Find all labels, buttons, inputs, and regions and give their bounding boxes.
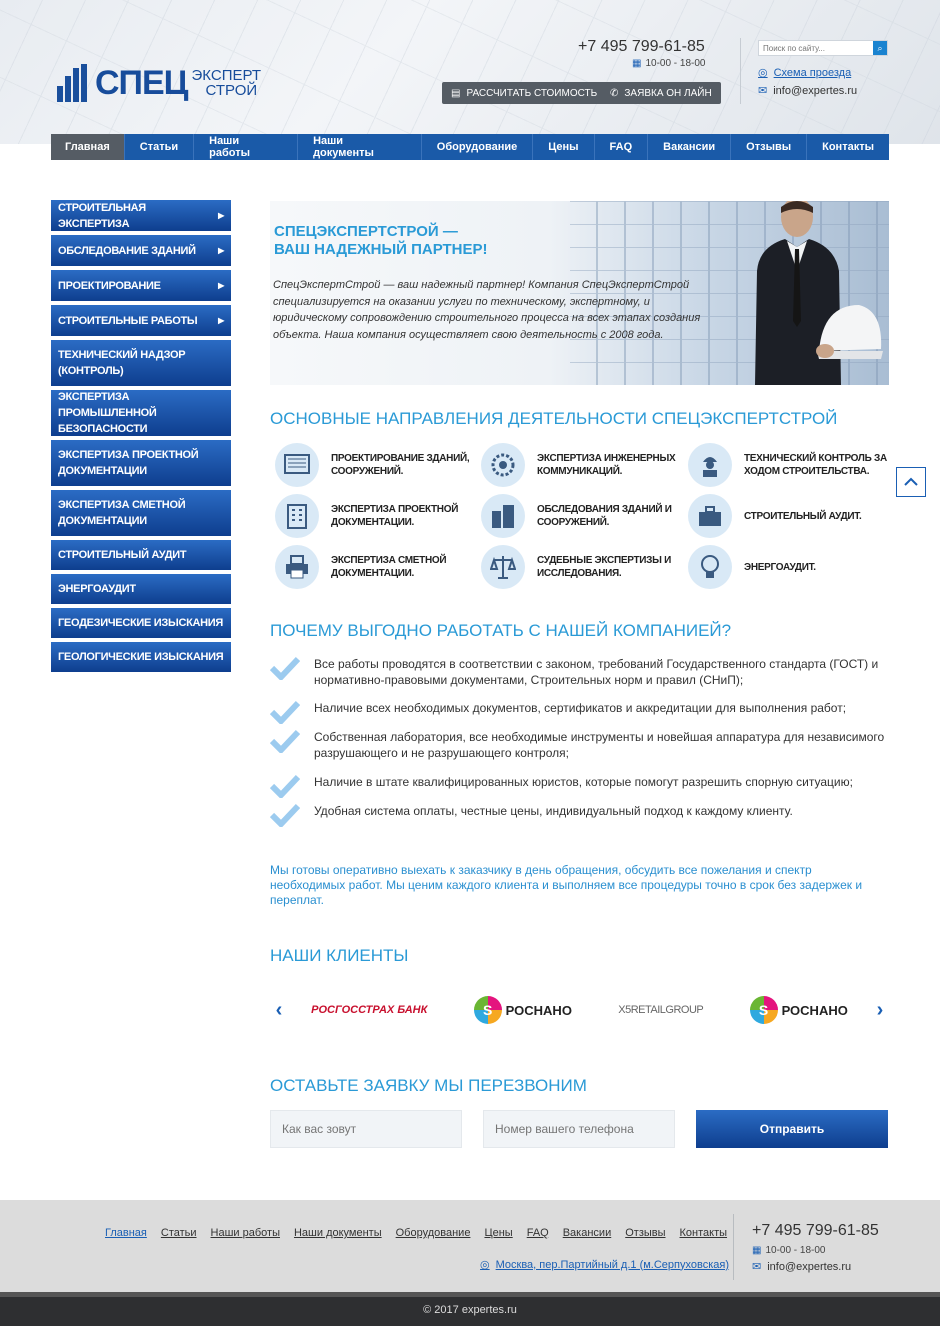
toolbox-icon xyxy=(688,494,732,538)
direction-item[interactable]: ОБСЛЕДОВАНИЯ ЗДАНИЙ И СООРУЖЕНИЙ. xyxy=(481,494,681,538)
lightbulb-icon xyxy=(688,545,732,589)
footer-phone[interactable]: +7 495 799-61-85 xyxy=(752,1222,879,1239)
header-email[interactable]: ✉ info@expertes.ru xyxy=(758,84,858,97)
nav-prices[interactable]: Цены xyxy=(533,134,594,160)
sidebar-item-geological-surveys[interactable]: ГЕОЛОГИЧЕСКИЕ ИЗЫСКАНИЯ xyxy=(51,642,231,672)
sidebar-item-estimate-documentation[interactable]: ЭКСПЕРТИЗА СМЕТНОЙ ДОКУМЕНТАЦИИ xyxy=(51,490,231,536)
footer-nav-vacancies[interactable]: Вакансии xyxy=(562,1227,612,1239)
sidebar-item-building-inspection[interactable]: ОБСЛЕДОВАНИЕ ЗДАНИЙ ▶ xyxy=(51,235,231,266)
hero-text: СпецЭкспертСтрой — ваш надежный партнер! Компания СпецЭкспертСтрой специализируется на оказании услуги по техническому, экспертному, и юридическому сопровождению строительного процесса на всех этапах создания объекта. Наша компания осуществляет свою деятельность с 2008 года. xyxy=(273,279,701,341)
search-icon[interactable]: ⌕ xyxy=(873,41,887,55)
rosnano-logo-icon: S xyxy=(474,996,502,1024)
hero-banner xyxy=(270,201,889,385)
search-input[interactable] xyxy=(759,41,873,55)
nav-articles[interactable]: Статьи xyxy=(125,134,194,160)
footer-nav-contacts[interactable]: Контакты xyxy=(679,1227,728,1239)
benefit-item: Собственная лаборатория, все необходимые инструменты и новейшая аппаратура для независимого разрушающего и не разрушающего контроля; xyxy=(270,729,890,761)
directions-title: ОСНОВНЫЕ НАПРАВЛЕНИЯ ДЕЯТЕЛЬНОСТИ СПЕЦЭКСПЕРТСТРОЙ xyxy=(270,409,838,428)
footer-nav-prices[interactable]: Цены xyxy=(484,1227,513,1239)
checkmark-icon xyxy=(270,700,314,729)
sidebar-item-project-documentation[interactable]: ЭКСПЕРТИЗА ПРОЕКТНОЙ ДОКУМЕНТАЦИИ xyxy=(51,440,231,486)
chevron-right-icon: ▶ xyxy=(218,315,224,325)
printer-icon xyxy=(275,545,319,589)
chevron-left-icon[interactable]: ‹ xyxy=(275,998,283,1021)
benefit-item: Наличие в штате квалифицированных юристов, которые помогут разрешить спорную ситуацию; xyxy=(270,774,890,803)
direction-item[interactable]: СТРОИТЕЛЬНЫЙ АУДИТ. xyxy=(688,494,888,538)
checkmark-icon xyxy=(270,729,314,761)
clients-carousel xyxy=(270,990,889,1030)
direction-item[interactable]: ЭКСПЕРТИЗА СМЕТНОЙ ДОКУМЕНТАЦИИ. xyxy=(275,545,475,589)
chevron-right-icon: ▶ xyxy=(218,280,224,290)
phone-icon: ✆ xyxy=(610,87,619,99)
services-sidebar xyxy=(51,200,231,676)
callback-form xyxy=(270,1110,889,1148)
chevron-right-icon: ▶ xyxy=(218,210,224,220)
footer-nav-equipment[interactable]: Оборудование xyxy=(395,1227,471,1239)
sidebar-item-industrial-safety[interactable]: ЭКСПЕРТИЗА ПРОМЫШЛЕННОЙ БЕЗОПАСНОСТИ xyxy=(51,390,231,436)
location-pin-icon: ◎ xyxy=(758,67,768,79)
site-header xyxy=(0,0,940,144)
search-box xyxy=(758,40,888,56)
phone-input[interactable] xyxy=(483,1110,675,1148)
calendar-icon: ▦ xyxy=(752,1245,762,1256)
site-footer xyxy=(0,1200,940,1292)
copyright-bar xyxy=(0,1292,940,1326)
site-logo[interactable] xyxy=(57,64,261,102)
scroll-to-top-button[interactable] xyxy=(896,467,926,497)
direction-item[interactable]: ЭНЕРГОАУДИТ. xyxy=(688,545,888,589)
direction-item[interactable]: ЭКСПЕРТИЗА ПРОЕКТНОЙ ДОКУМЕНТАЦИИ. xyxy=(275,494,475,538)
nav-faq[interactable]: FAQ xyxy=(595,134,649,160)
footer-nav-our-works[interactable]: Наши работы xyxy=(210,1227,280,1239)
checkmark-icon xyxy=(270,774,314,803)
client-logo-x5[interactable]: X5RETAILGROUP xyxy=(618,1004,704,1016)
chevron-up-icon xyxy=(904,477,918,487)
header-divider xyxy=(740,38,741,104)
mail-icon: ✉ xyxy=(758,85,768,97)
sidebar-item-construction-expertise[interactable]: СТРОИТЕЛЬНАЯ ЭКСПЕРТИЗА ▶ xyxy=(51,200,231,231)
businessman-image xyxy=(735,201,885,385)
mail-icon: ✉ xyxy=(752,1261,762,1273)
footer-nav-our-documents[interactable]: Наши документы xyxy=(293,1227,382,1239)
name-input[interactable] xyxy=(270,1110,462,1148)
footer-nav-articles[interactable]: Статьи xyxy=(160,1227,197,1239)
sidebar-item-technical-supervision[interactable]: ТЕХНИЧЕСКИЙ НАДЗОР (КОНТРОЛЬ) xyxy=(51,340,231,386)
sidebar-item-construction-audit[interactable]: СТРОИТЕЛЬНЫЙ АУДИТ xyxy=(51,540,231,570)
direction-item[interactable]: СУДЕБНЫЕ ЭКСПЕРТИЗЫ И ИССЛЕДОВАНИЯ. xyxy=(481,545,681,589)
footer-hours: ▦ 10-00 - 18-00 xyxy=(752,1245,826,1256)
calc-cost-button[interactable]: ▤ РАССЧИТАТЬ СТОИМОСТЬ xyxy=(442,82,606,104)
direction-item[interactable]: ПРОЕКТИРОВАНИЕ ЗДАНИЙ, СООРУЖЕНИЙ. xyxy=(275,443,475,487)
rosnano-logo-icon: S xyxy=(750,996,778,1024)
footer-nav-home[interactable]: Главная xyxy=(105,1227,147,1239)
client-logo-rosnano[interactable]: S РОСНАНО xyxy=(750,996,848,1024)
logo-sub-text: ЭКСПЕРТ СТРОЙ xyxy=(191,67,261,99)
footer-email[interactable]: ✉ info@expertes.ru xyxy=(752,1260,852,1273)
header-phone[interactable]: +7 495 799-61-85 xyxy=(578,38,705,55)
nav-home[interactable]: Главная xyxy=(51,134,125,160)
calculator-icon: ▤ xyxy=(451,87,461,99)
benefit-item: Наличие всех необходимых документов, сертификатов и аккредитации для выполнения работ; xyxy=(270,700,890,729)
calendar-icon: ▦ xyxy=(632,58,642,69)
online-request-button[interactable]: ✆ ЗАЯВКА ОН ЛАЙН xyxy=(601,82,721,104)
scales-icon xyxy=(481,545,525,589)
map-link[interactable]: ◎ Схема проезда xyxy=(758,66,852,79)
nav-contacts[interactable]: Контакты xyxy=(822,141,874,153)
nav-equipment[interactable]: Оборудование xyxy=(422,134,533,160)
main-navigation xyxy=(51,134,889,160)
gear-icon xyxy=(481,443,525,487)
callback-title: ОСТАВЬТЕ ЗАЯВКУ МЫ ПЕРЕЗВОНИМ xyxy=(270,1076,587,1095)
direction-item[interactable]: ЭКСПЕРТИЗА ИНЖЕНЕРНЫХ КОММУНИКАЦИЙ. xyxy=(481,443,681,487)
direction-item[interactable]: ТЕХНИЧЕСКИЙ КОНТРОЛЬ ЗА ХОДОМ СТРОИТЕЛЬСТВА. xyxy=(688,443,888,487)
footer-address[interactable]: ◎ Москва, пер.Партийный д.1 (м.Серпуховская) xyxy=(480,1258,730,1271)
client-logo-rosgosstrakh[interactable]: РОСГОССТРАХ БАНК xyxy=(311,1004,428,1016)
blueprint-icon xyxy=(275,443,319,487)
checkmark-icon xyxy=(270,656,314,688)
footer-navigation xyxy=(105,1227,727,1239)
building-icon xyxy=(275,494,319,538)
sidebar-item-construction-works[interactable]: СТРОИТЕЛЬНЫЕ РАБОТЫ ▶ xyxy=(51,305,231,336)
checkmark-icon xyxy=(270,803,314,832)
hero-title: СПЕЦЭКСПЕРТСТРОЙ — ВАШ НАДЕЖНЫЙ ПАРТНЕР! xyxy=(274,223,488,258)
client-logo-rosnano[interactable]: S РОСНАНО xyxy=(474,996,572,1024)
chevron-right-icon[interactable]: › xyxy=(876,998,884,1021)
footer-divider xyxy=(733,1214,734,1280)
benefits-title: ПОЧЕМУ ВЫГОДНО РАБОТАТЬ С НАШЕЙ КОМПАНИЕЙ? xyxy=(270,621,732,640)
sidebar-item-energy-audit[interactable]: ЭНЕРГОАУДИТ xyxy=(51,574,231,604)
chevron-right-icon: ▶ xyxy=(218,245,224,255)
nav-reviews[interactable]: Отзывы xyxy=(731,134,807,160)
nav-vacancies[interactable]: Вакансии xyxy=(648,134,731,160)
benefit-item: Все работы проводятся в соответствии с законом, требований Государственного стандарта (ГОСТ) и нормативно-правовыми документами, Строительных норм и правил (СНиП); xyxy=(270,656,890,688)
sidebar-item-design[interactable]: ПРОЕКТИРОВАНИЕ ▶ xyxy=(51,270,231,301)
nav-our-works[interactable]: Наши работы xyxy=(194,134,298,160)
clients-title: НАШИ КЛИЕНТЫ xyxy=(270,946,409,965)
footer-nav-faq[interactable]: FAQ xyxy=(526,1227,549,1239)
ready-text: Мы готовы оперативно выехать к заказчику в день обращения, обсудить все пожелания и спектр необходимых работ. Мы ценим каждого клиента и выполняем все процедуры точно в срок без задержек и переплат. xyxy=(270,863,863,907)
benefit-item: Удобная система оплаты, честные цены, индивидуальный подход к каждому клиенту. xyxy=(270,803,890,832)
worker-icon xyxy=(688,443,732,487)
sidebar-item-geodetic-surveys[interactable]: ГЕОДЕЗИЧЕСКИЕ ИЗЫСКАНИЯ xyxy=(51,608,231,638)
logo-buildings-icon xyxy=(57,64,93,102)
submit-button[interactable]: Отправить xyxy=(696,1110,888,1148)
buildings-icon xyxy=(481,494,525,538)
header-hours: ▦ 10-00 - 18-00 xyxy=(632,58,706,69)
logo-main-text: СПЕЦ xyxy=(95,64,188,102)
footer-nav-reviews[interactable]: Отзывы xyxy=(625,1227,666,1239)
nav-our-documents[interactable]: Наши документы xyxy=(298,134,422,160)
copyright-text: © 2017 expertes.ru xyxy=(423,1304,517,1316)
location-pin-icon: ◎ xyxy=(480,1259,490,1271)
